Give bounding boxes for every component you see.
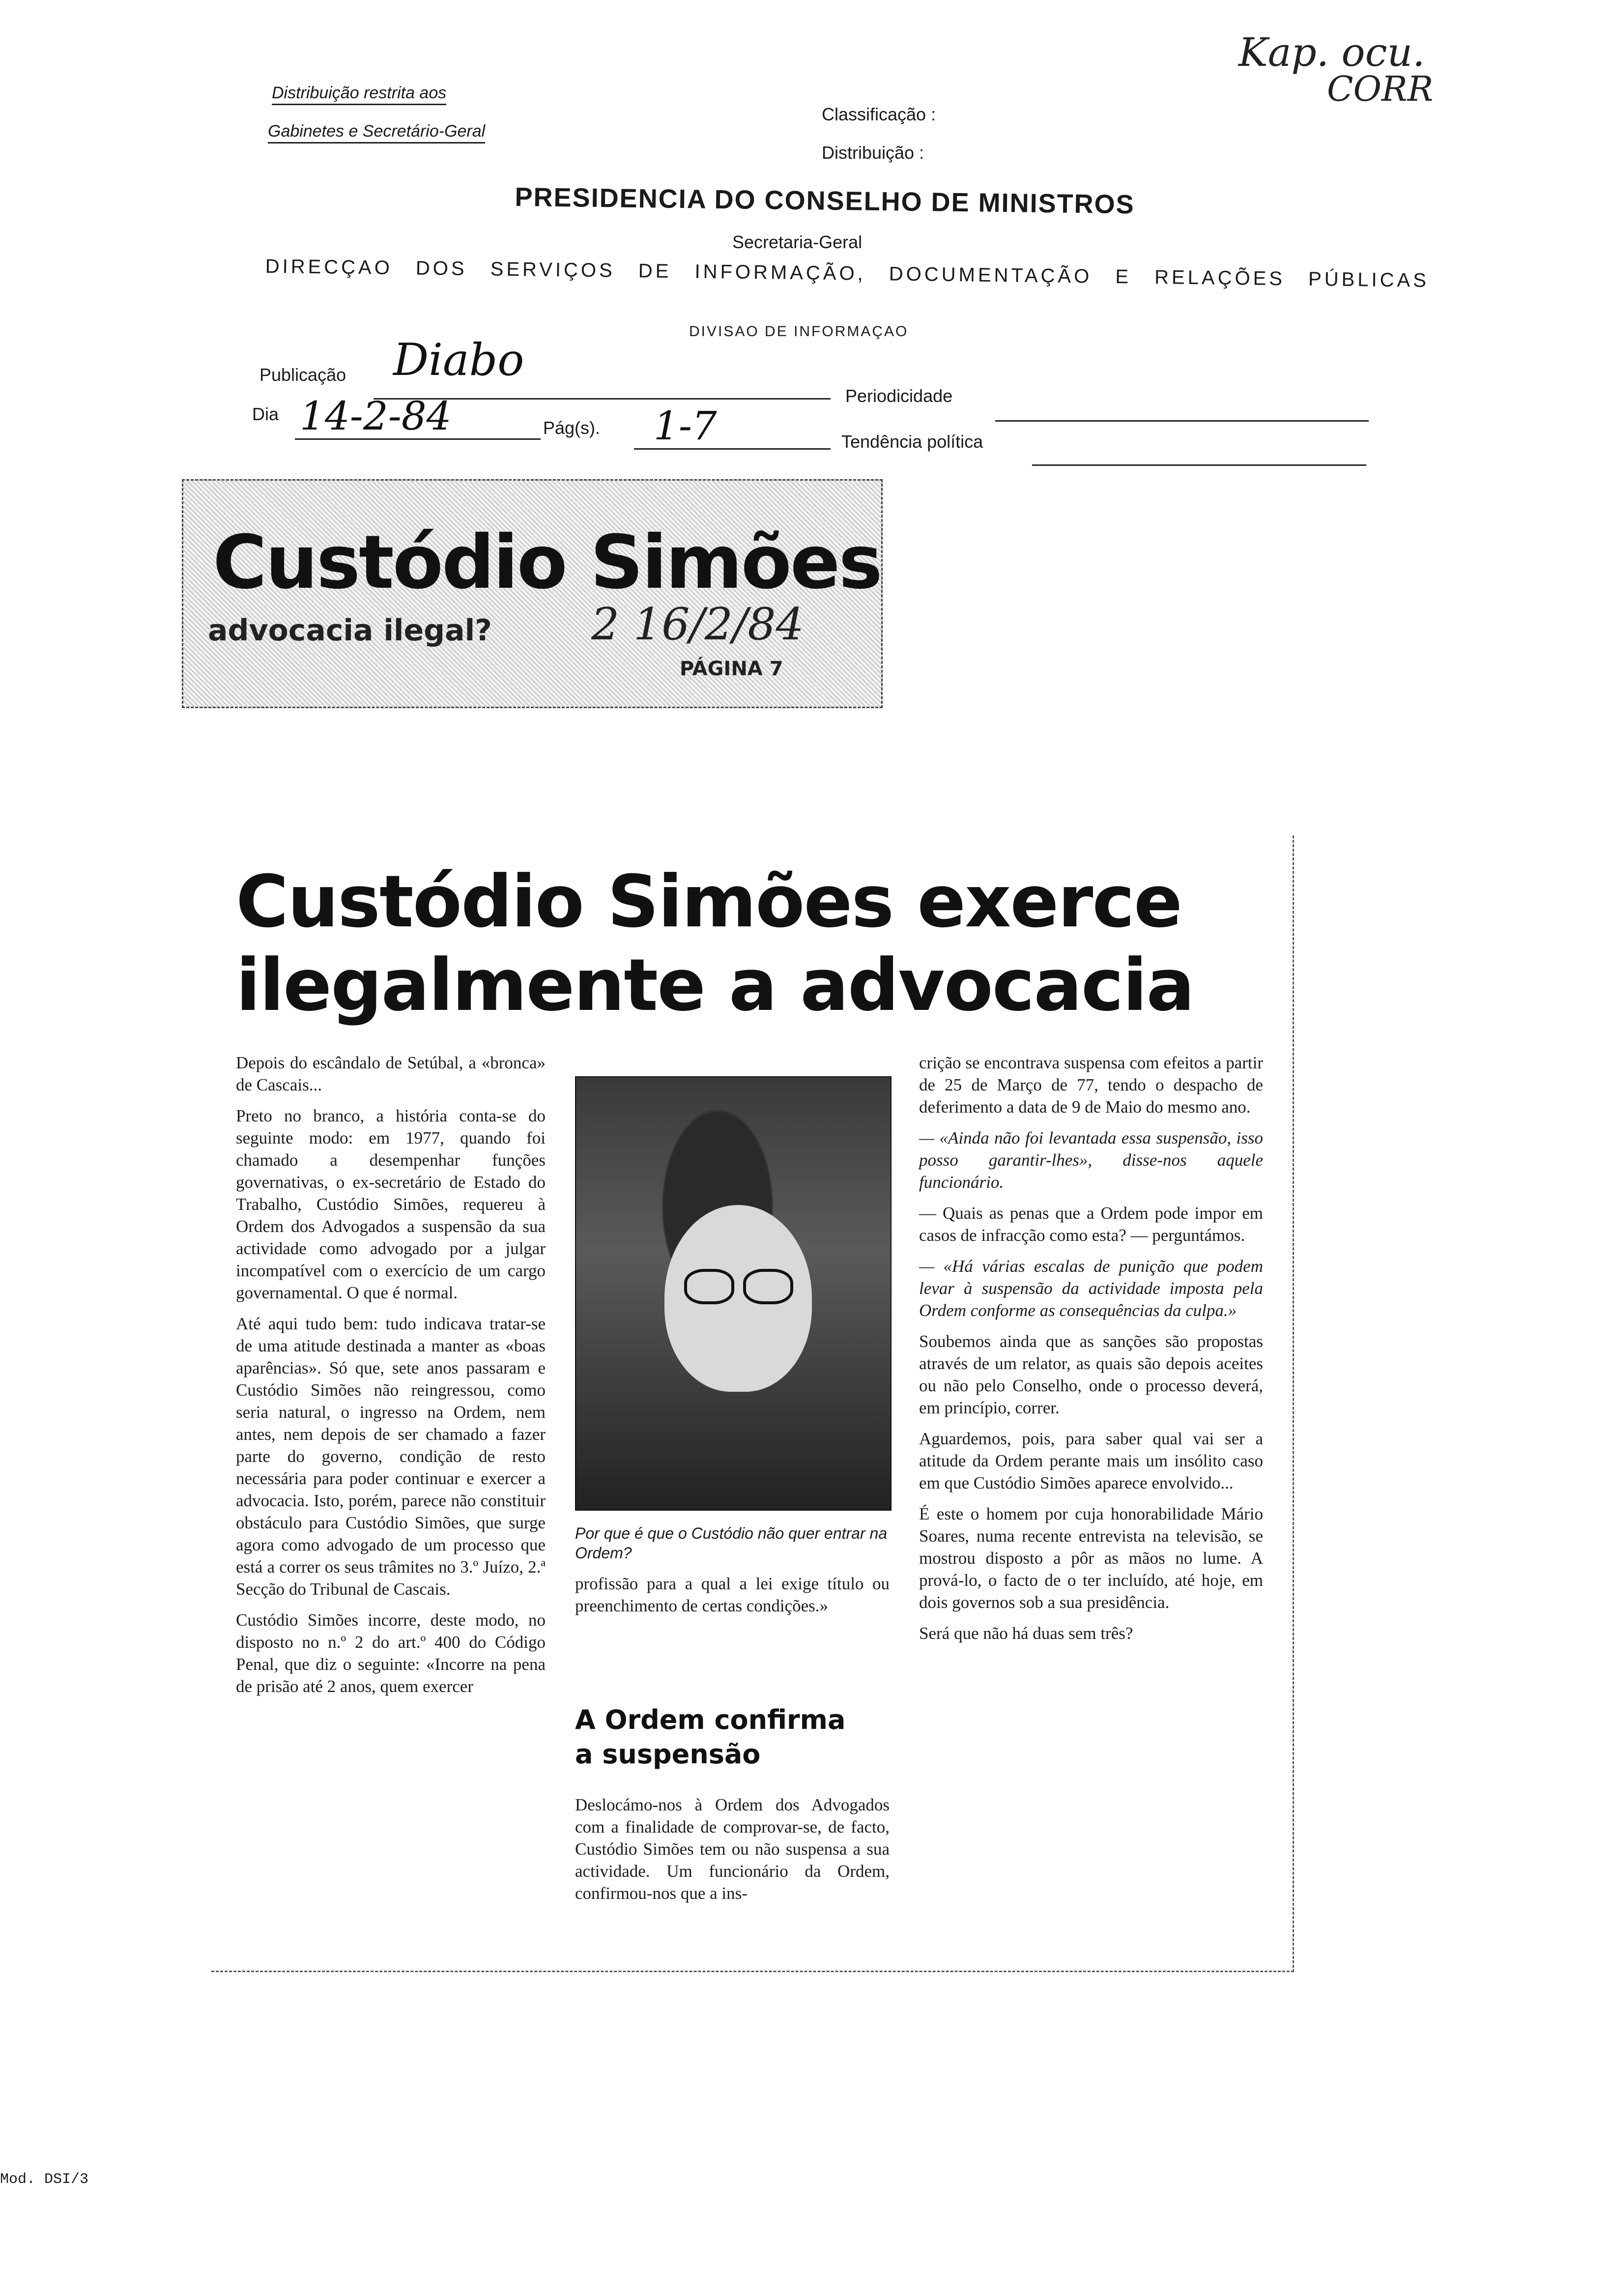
handwritten-corner-note-1: Kap. ocu. — [1238, 29, 1425, 75]
article-paragraph: É este o homem por cuja honorabilidade Mário Soares, numa recente entrevista na televisão, se mostrou disposto a pôr as mãos no lume. A prová-lo, o facto de o ter incluído, até hoje, em dois governos sob a sua presidência. — [919, 1504, 1263, 1612]
masthead-handwritten-note: 2 16/2/84 — [591, 599, 804, 650]
subheading-line-1: A Ordem confirma — [575, 1704, 846, 1735]
publicacao-handwritten-value: Diabo — [393, 334, 524, 386]
tendencia-politica-label: Tendência política — [841, 431, 983, 452]
article-paragraph: — Quais as penas que a Ordem pode impor em casos de infracção como esta? — perguntámos. — [919, 1204, 1263, 1245]
publicacao-label: Publicação — [259, 365, 346, 385]
article-paragraph: — «Há várias escalas de punição que podem levar à suspensão da actividade imposta pela Ordem conforme as consequências da culpa.» — [919, 1257, 1263, 1320]
masthead-subtitle: advocacia ilegal? — [208, 613, 492, 648]
article-paragraph: Preto no branco, a história conta-se do seguinte modo: em 1977, quando foi chamado a desempenhar funções governativas, o ex-secretário de Estado do Trabalho, Custódio Simões, requereu à Ordem dos Advogados a suspensão da sua actividade como advogado por a julgar incompatível com o exercício de um cargo governamental. O que é normal. — [236, 1106, 546, 1302]
dia-label: Dia — [252, 404, 279, 424]
periodicidade-field-line — [995, 420, 1369, 422]
article-clipping — [211, 835, 1294, 1972]
distribution-restriction-line-2: Gabinetes e Secretário-Geral — [268, 122, 485, 144]
article-paragraph: Aguardemos, pois, para saber qual vai ser a atitude da Ordem perante mais um insólito caso em que Custódio Simões aparece envolvido... — [919, 1429, 1263, 1492]
article-paragraph: Custódio Simões incorre, deste modo, no disposto no n.º 2 do art.º 400 do Código Penal, que diz o seguinte: «Incorre na pena de prisão até 2 anos, quem exercer — [236, 1610, 546, 1696]
photo-face-shape — [664, 1205, 812, 1392]
divisao-label: DIVISAO DE INFORMAÇAO — [689, 323, 909, 340]
distribution-restriction-line-1: Distribuição restrita aos — [272, 84, 446, 105]
photo-caption: Por que é que o Custódio não quer entrar na Ordem? — [575, 1524, 888, 1562]
article-paragraph: Depois do escândalo de Setúbal, a «bronca» de Cascais... — [236, 1053, 546, 1094]
article-paragraph: — «Ainda não foi levantada essa suspensão, isso posso garantir-lhes», disse-nos aquele funcionário. — [919, 1128, 1263, 1192]
article-paragraph: crição se encontrava suspensa com efeitos a partir de 25 de Março de 77, tendo o despacho de deferimento a data de 9 de Maio do mesmo ano. — [919, 1053, 1263, 1117]
article-paragraph: Deslocámo-nos à Ordem dos Advogados com a finalidade de comprovar-se, de facto, Custódio Simões tem ou não suspensa a sua actividade. Um funcionário da Ordem, confirmou-nos que a ins- — [575, 1795, 890, 1903]
subheading-line-2: a suspensão — [575, 1739, 761, 1770]
headline-line-2: ilegalmente a advocacia — [236, 944, 1194, 1027]
article-column-3 — [919, 1052, 1263, 1653]
dia-handwritten-value: 14-2-84 — [300, 393, 452, 439]
article-paragraph: Até aqui tudo bem: tudo indicava tratar-se de uma atitude destinada a manter as «boas aparências». Só que, sete anos passaram e Custódio Simões não reingressou, como seria natural, o ingresso na Ordem, nem antes, nem depois de ser chamado a fazer parte do governo, condição de resto necessária para poder continuar e exercer a advocacia. Isto, porém, parece não constituir obstáculo para Custódio Simões, que surge agora como advogado de um processo que está a correr os seus trâmites no 3.º Juízo, 2.ª Secção do Tribunal de Cascais. — [236, 1314, 546, 1599]
article-paragraph: profissão para a qual a lei exige título ou preenchimento de certas condições.» — [575, 1574, 890, 1615]
article-column-1 — [236, 1052, 546, 1706]
article-paragraph: Será que não há duas sem três? — [919, 1624, 1133, 1643]
masthead-page-reference: PÁGINA 7 — [680, 658, 783, 680]
classificacao-label: Classificação : — [822, 104, 936, 124]
handwritten-corner-note-2: CORR — [1327, 69, 1434, 109]
form-code-label: Mod. DSI/3 — [0, 2171, 89, 2188]
photo-glasses-left — [684, 1269, 734, 1304]
distribuicao-label: Distribuição : — [822, 143, 924, 163]
tendencia-politica-field-line — [1032, 464, 1366, 466]
paginas-handwritten-value: 1-7 — [654, 403, 717, 449]
periodicidade-label: Periodicidade — [845, 386, 953, 406]
custodio-simoes-photo — [575, 1076, 892, 1511]
photo-glasses-right — [743, 1269, 793, 1304]
article-column-2-body — [575, 1794, 890, 1913]
article-paragraph: Soubemos ainda que as sanções são propostas através de um relator, as quais são depois aceites ou não pelo Conselho, onde o processo deverá, em princípio, correr. — [919, 1332, 1263, 1417]
headline-line-1: Custódio Simões exerce — [236, 860, 1181, 944]
article-column-2-continuation — [575, 1573, 890, 1626]
paginas-label: Pág(s). — [543, 418, 601, 438]
ministry-heading: PRESIDENCIA DO CONSELHO DE MINISTROS — [515, 182, 1135, 220]
masthead-title: Custódio Simões — [213, 520, 881, 605]
secretaria-geral-label: Secretaria-Geral — [732, 232, 863, 252]
masthead-clipping — [182, 479, 883, 708]
direccao-heading: DIRECÇAO DOS SERVIÇOS DE INFORMAÇÃO, DOCUMENTAÇÃO E RELAÇÕES PÚBLICAS — [265, 256, 1430, 291]
